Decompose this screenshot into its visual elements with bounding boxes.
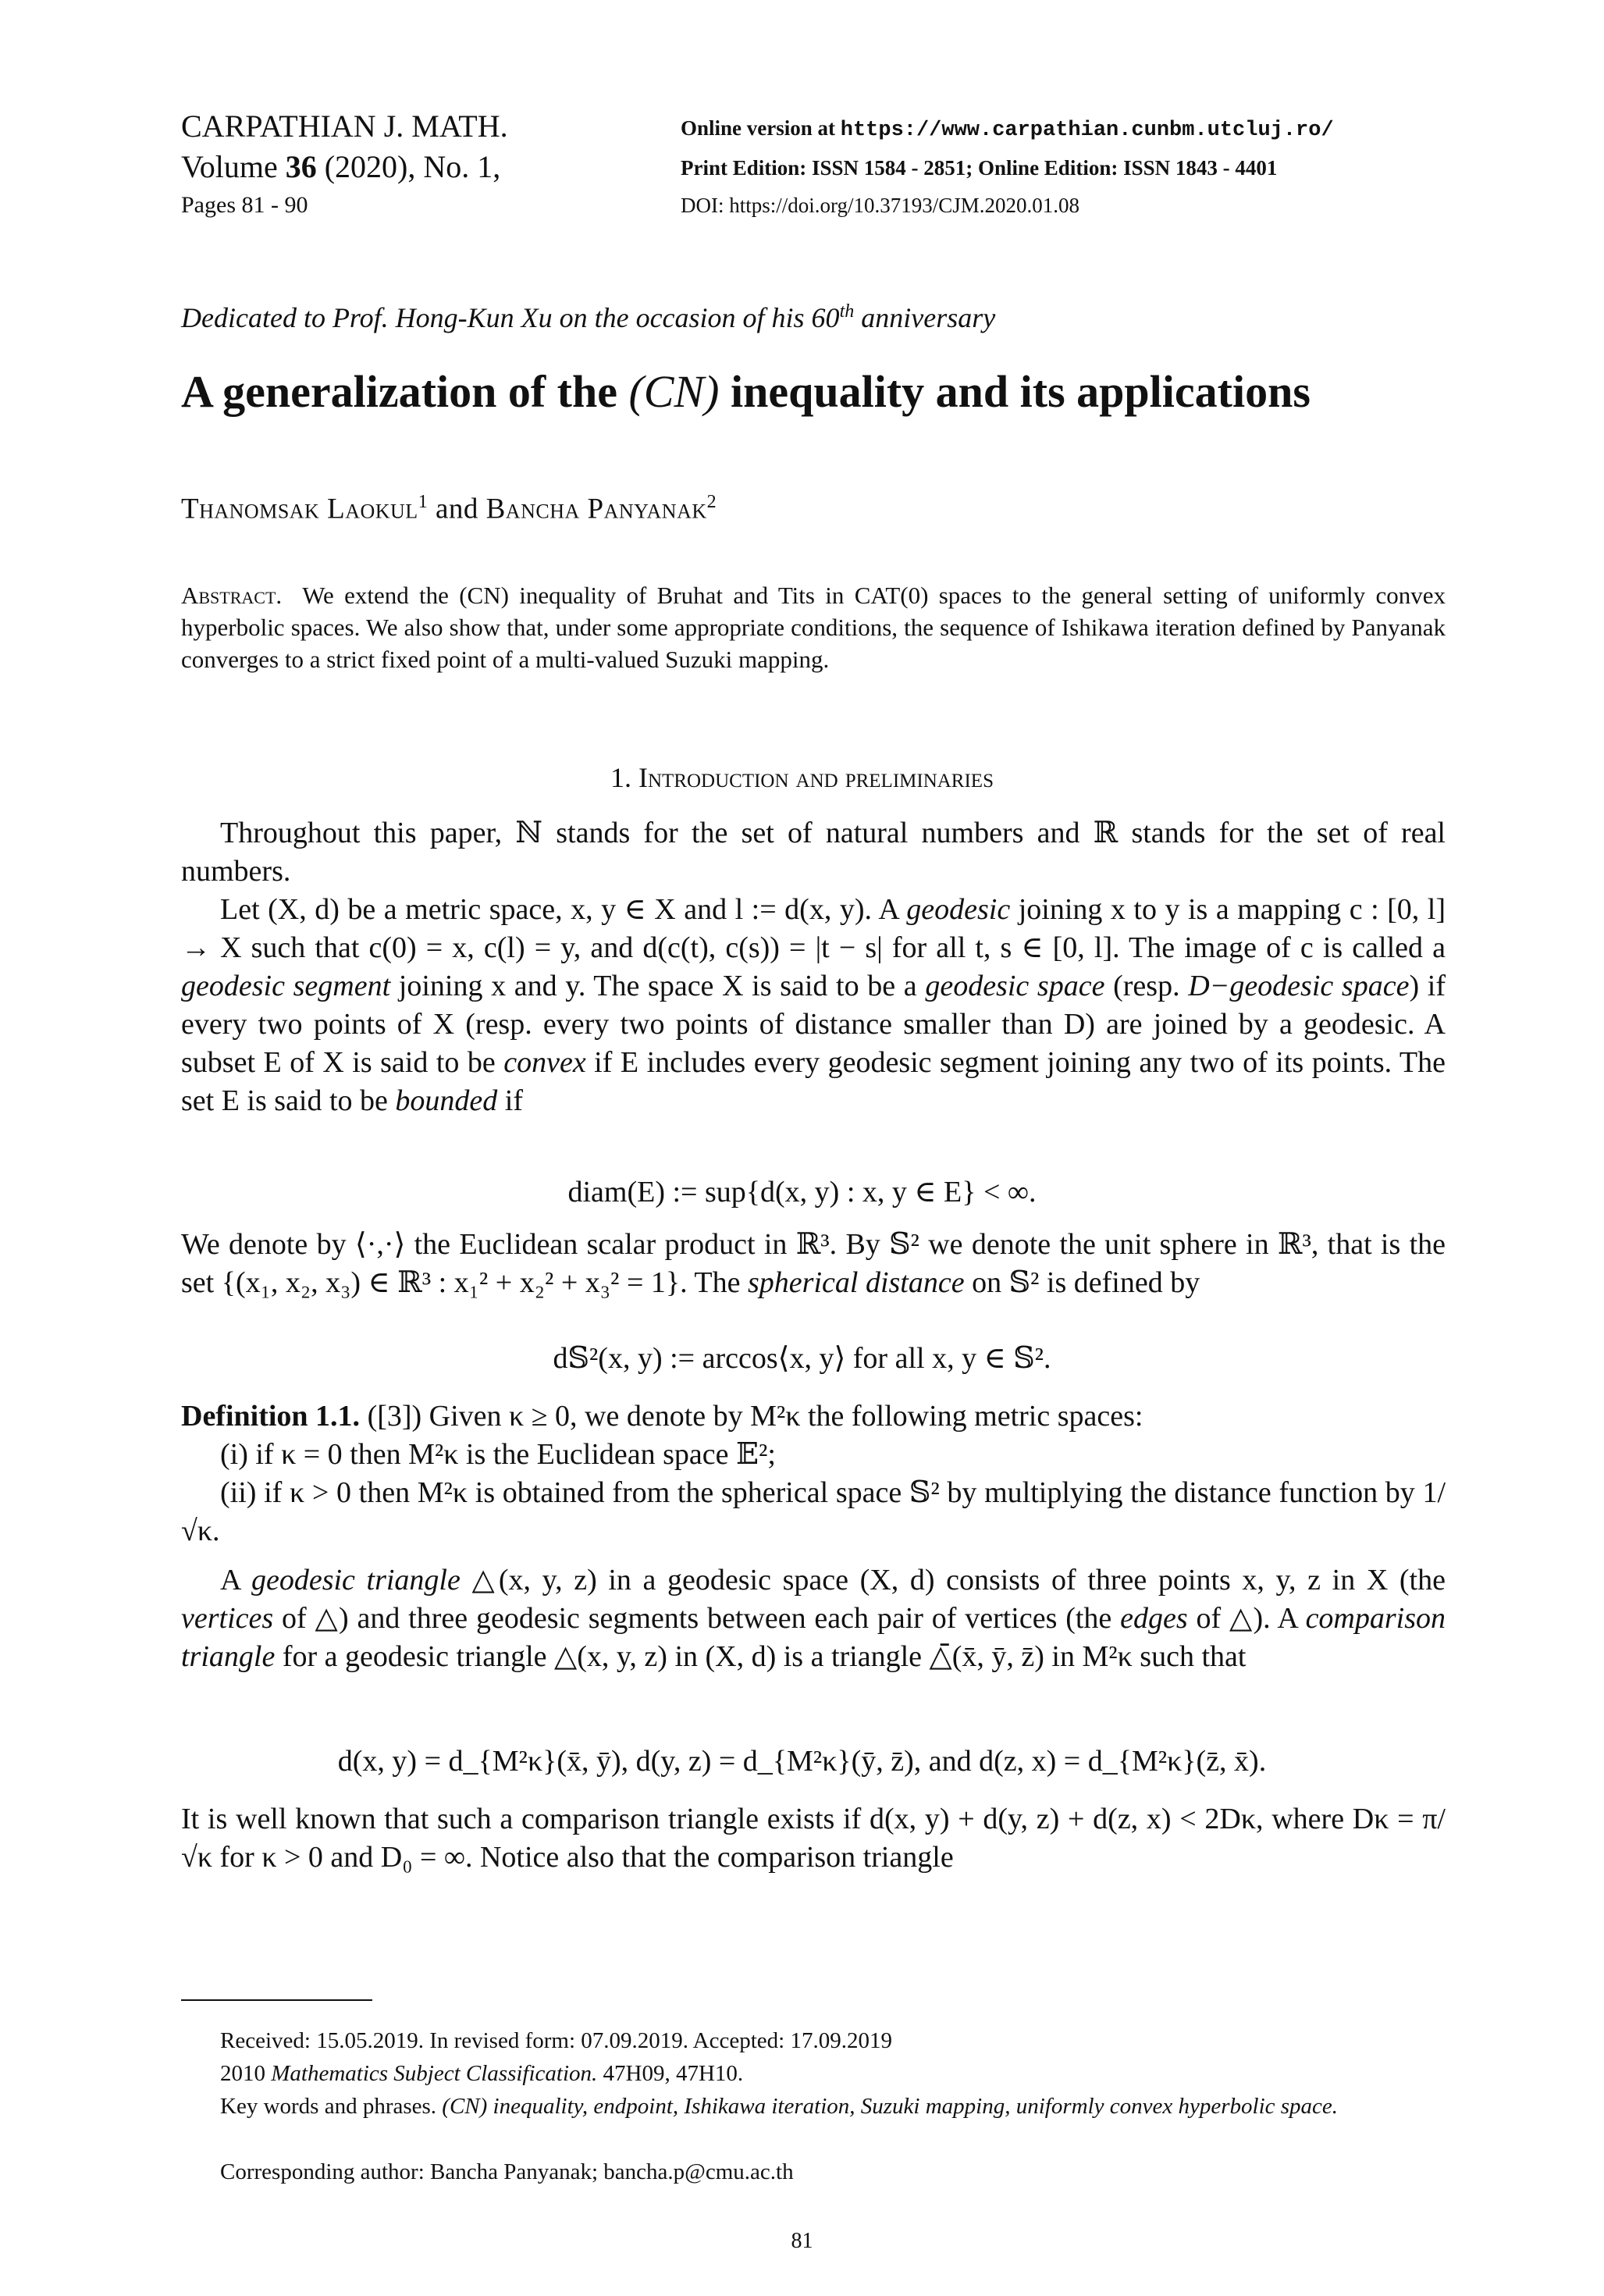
journal-volume: Volume 36 (2020), No. 1, [181,149,501,184]
publication-meta [681,109,1334,224]
abstract-label: Abstract. [181,582,283,609]
page-number: 81 [791,2229,813,2253]
issn-line: Print Edition: ISSN 1584 - 2851; Online Edition: ISSN 1843 - 4401 [681,156,1278,180]
dedication: Dedicated to Prof. Hong-Kun Xu on the occasion of his 60th anniversary [181,301,996,333]
doi-line[interactable]: DOI: https://doi.org/10.37193/CJM.2020.01.08 [681,194,1080,217]
online-url-link[interactable]: https://www.carpathian.cunbm.utcluj.ro/ [840,119,1334,142]
paragraph-2: Let (X, d) be a metric space, x, y ∈ X and l := d(x, y). A geodesic joining x to y is a mapping c : [0, l] → X such that c(0) = x, c(l) = y, and d(c(t), c(s)) = |t − s| for all t, s ∈ [0, l]. The image of c is called a geodesic segment joining x and y. The space X is said to be a geodesic space (resp. D−geodesic space) if every two points of X (resp. every two points of distance smaller than D) are joined by a geodesic. A subset E of X is said to be convex if E includes every geodesic segment joining any two of its points. The set E is said to be bounded if [181,893,1446,1117]
abstract-text: We extend the (CN) inequality of Bruhat and Tits in CAT(0) spaces to the general setting of uniformly convex hyperbolic spaces. We also show that, under some appropriate conditions, the sequence of Ishikawa iteration defined by Panyanak converges to a strict fixed point of a multi-valued Suzuki mapping. [181,582,1446,673]
paragraph-5: It is well known that such a comparison triangle exists if d(x, y) + d(y, z) + d(z, x) < 2Dκ, where Dκ = π/√κ for κ > 0 and D₀ = ∞. Notice also that the comparison triangle [181,1803,1446,1874]
authors: Thanomsak Laokul$^1$ and Bancha Panyanak$^2$ [181,492,717,525]
paper-title: A generalization of the (CN) inequality and its applications [181,366,1311,417]
paragraph-4: A geodesic triangle △(x, y, z) in a geodesic space (X, d) consists of three points x, y, z in X (the vertices of △) and three geodesic segments between each pair of vertices (the edges of △). A comparison triangle for a geodesic triangle △(x, y, z) in (X, d) is a triangle △̄(x̄, ȳ, z̄) in M²κ such that [181,1564,1446,1673]
footnote-keywords: Key words and phrases. (CN) inequality, endpoint, Ishikawa iteration, Suzuki mapping, uniformly convex hyperbolic space. [220,2094,1339,2119]
definition-item-i: (i) if κ = 0 then M²κ is the Euclidean space 𝔼²; [220,1438,776,1471]
equation-spherical-distance: d𝕊²(x, y) := arccos⟨x, y⟩ for all x, y ∈ 𝕊². [553,1342,1051,1375]
footnote-msc: 2010 Mathematics Subject Classification. 47H09, 47H10. [220,2061,744,2086]
footnote-corresponding: Corresponding author: Bancha Panyanak; bancha.p@cmu.ac.th [220,2159,794,2184]
abstract [181,579,1446,675]
footnote-rule [181,1999,372,2001]
section-heading: 1. Introduction and preliminaries [610,762,994,793]
paragraph-3: We denote by ⟨·,·⟩ the Euclidean scalar product in ℝ³. By 𝕊² we denote the unit sphere in ℝ³, that is the set {(x₁, x₂, x₃) ∈ ℝ³ : x₁² + x₂² + x₃² = 1}. The spherical distance on 𝕊² is defined by [181,1228,1446,1299]
definition-1-1: Definition 1.1. ([3]) Given κ ≥ 0, we denote by M²κ the following metric spaces: [181,1400,1143,1433]
definition-item-ii: (ii) if κ > 0 then M²κ is obtained from the spherical space 𝕊² by multiplying the distance function by 1/√κ. [181,1476,1446,1547]
equation-diam: diam(E) := sup{d(x, y) : x, y ∈ E} < ∞. [567,1176,1037,1209]
journal-info [181,106,508,223]
journal-name: CARPATHIAN J. MATH. [181,109,508,144]
journal-pages: Pages 81 - 90 [181,192,308,218]
footnote-received: Received: 15.05.2019. In revised form: 07.09.2019. Accepted: 17.09.2019 [220,2028,892,2053]
online-version: Online version at https://www.carpathian.cunbm.utcluj.ro/ [681,116,1334,142]
equation-comparison: d(x, y) = d_{M²κ}(x̄, ȳ), d(y, z) = d_{M²κ}(ȳ, z̄), and d(z, x) = d_{M²κ}(z̄, x̄). [337,1745,1267,1778]
paragraph-1: Throughout this paper, ℕ stands for the set of natural numbers and ℝ stands for the set of real numbers. [181,817,1446,888]
